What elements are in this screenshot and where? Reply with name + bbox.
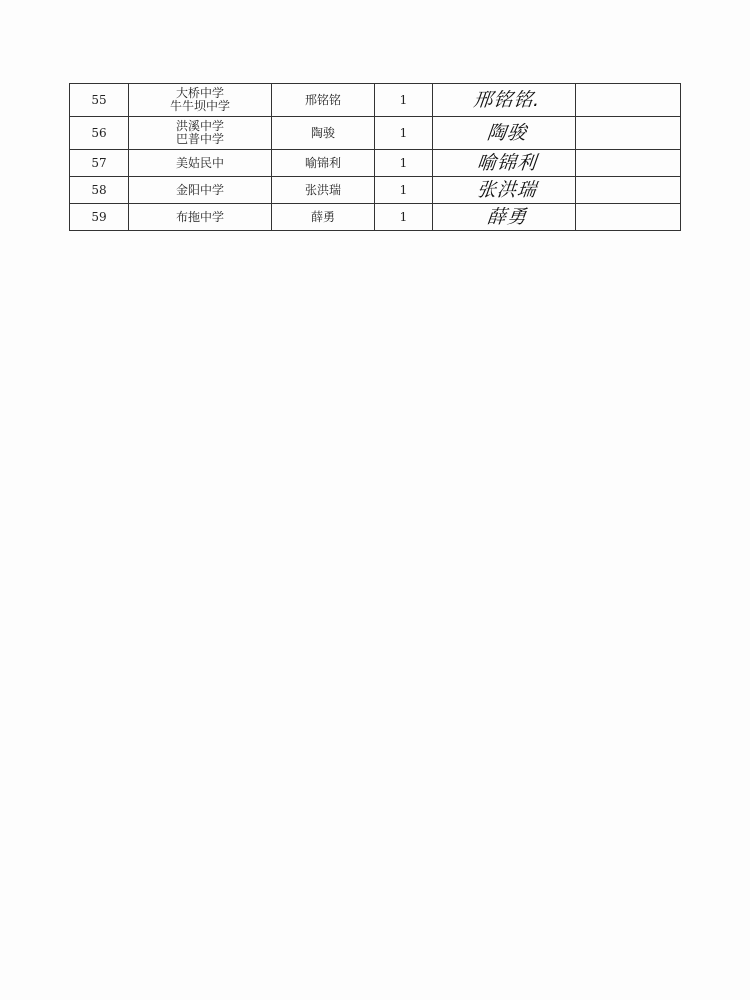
school-name: 巴普中学 bbox=[175, 132, 224, 146]
row-number: 57 bbox=[70, 150, 129, 177]
table-row bbox=[70, 204, 681, 231]
school-name: 美姑民中 bbox=[175, 155, 224, 170]
person-name: 陶骏 bbox=[272, 117, 375, 150]
table-row bbox=[70, 150, 681, 177]
handwritten-signature: 邢铭铭. bbox=[472, 88, 542, 111]
table-row bbox=[70, 177, 681, 204]
row-number: 58 bbox=[70, 177, 129, 204]
empty-cell bbox=[576, 204, 681, 231]
count-cell: 1 bbox=[375, 84, 433, 117]
person-name: 张洪瑞 bbox=[272, 177, 375, 204]
school-cell bbox=[129, 204, 272, 231]
row-number: 59 bbox=[70, 204, 129, 231]
school-name: 布拖中学 bbox=[175, 209, 224, 224]
count-cell: 1 bbox=[375, 117, 433, 150]
school-cell bbox=[129, 177, 272, 204]
school-cell bbox=[129, 117, 272, 150]
attendance-table bbox=[69, 83, 681, 231]
person-name: 薛勇 bbox=[272, 204, 375, 231]
empty-cell bbox=[576, 117, 681, 150]
person-name: 喻锦利 bbox=[272, 150, 375, 177]
signature-cell bbox=[433, 150, 576, 177]
empty-cell bbox=[576, 84, 681, 117]
empty-cell bbox=[576, 150, 681, 177]
school-cell bbox=[129, 150, 272, 177]
handwritten-signature: 张洪瑞 bbox=[475, 178, 539, 201]
row-number: 56 bbox=[70, 117, 129, 150]
signature-cell bbox=[433, 117, 576, 150]
school-name: 牛牛坝中学 bbox=[169, 99, 230, 113]
handwritten-signature: 喻锦利 bbox=[475, 151, 539, 174]
school-name: 大桥中学 bbox=[175, 86, 224, 100]
handwritten-signature: 薛勇 bbox=[485, 205, 529, 228]
signature-cell bbox=[433, 84, 576, 117]
row-number: 55 bbox=[70, 84, 129, 117]
person-name: 邢铭铭 bbox=[272, 84, 375, 117]
empty-cell bbox=[576, 177, 681, 204]
count-cell: 1 bbox=[375, 150, 433, 177]
count-cell: 1 bbox=[375, 204, 433, 231]
school-name: 洪溪中学 bbox=[175, 119, 224, 133]
signature-cell bbox=[433, 177, 576, 204]
school-name: 金阳中学 bbox=[175, 182, 224, 197]
school-cell bbox=[129, 84, 272, 117]
count-cell: 1 bbox=[375, 177, 433, 204]
table-row bbox=[70, 84, 681, 117]
signature-cell bbox=[433, 204, 576, 231]
table-row bbox=[70, 117, 681, 150]
handwritten-signature: 陶骏 bbox=[485, 121, 529, 144]
